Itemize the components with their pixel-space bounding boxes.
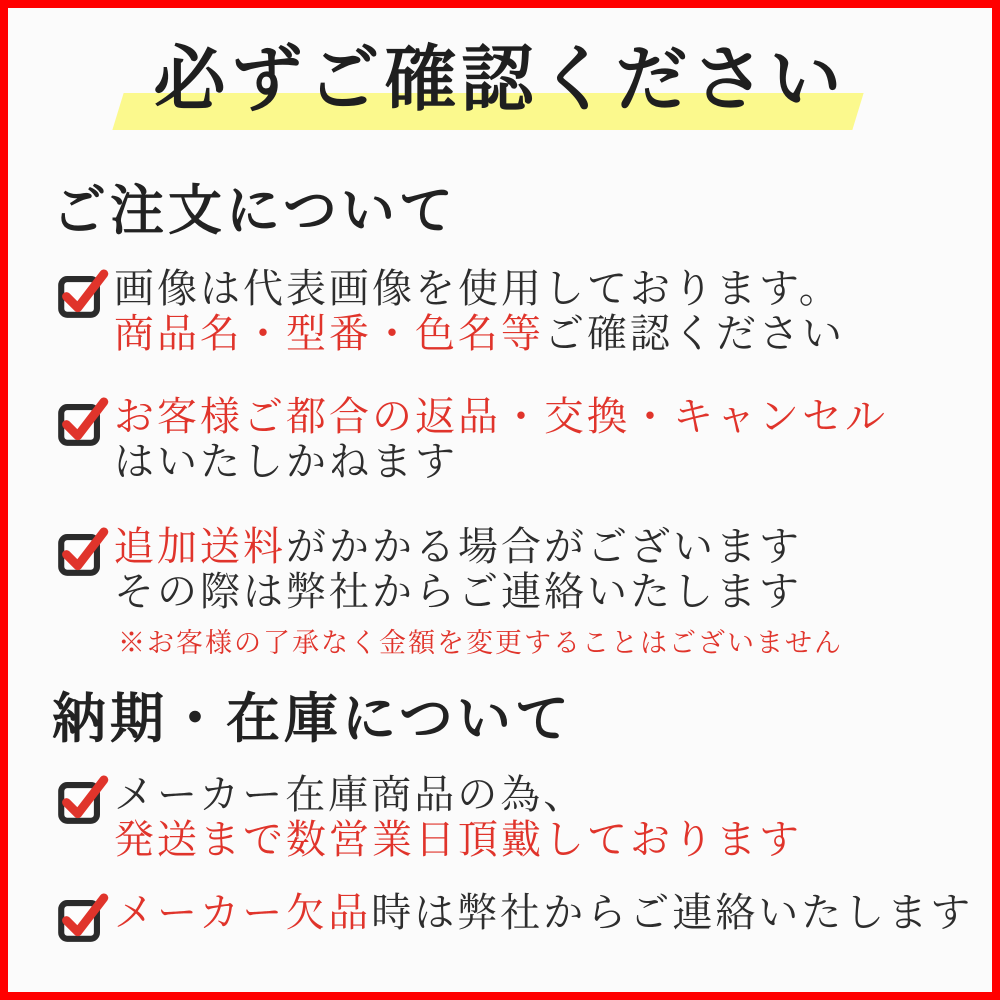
item-text-segment-red: 発送まで数営業日頂戴しております	[114, 817, 802, 862]
item-text	[114, 394, 888, 484]
item-line	[114, 817, 802, 862]
item-text-segment-red: 商品名・型番・色名等	[114, 311, 544, 356]
item-text-segment: 画像は代表画像を使用しております。	[114, 266, 842, 311]
item-text-segment-red: お客様ご都合の返品・交換・キャンセル	[114, 394, 888, 439]
section-heading-order: ご注文について	[52, 181, 457, 241]
title-block	[8, 32, 992, 128]
checked-checkbox-icon	[56, 773, 110, 825]
checked-checkbox-icon	[56, 891, 110, 943]
item-line	[114, 394, 888, 439]
section-heading-delivery-stock: 納期・在庫について	[52, 689, 573, 749]
page-title: 必ずご確認ください	[153, 40, 847, 120]
item-line	[114, 524, 843, 569]
item-text-segment-red: メーカー欠品	[114, 890, 372, 935]
item-text-segment: メーカー在庫商品の為、	[114, 772, 587, 817]
item-text	[114, 524, 843, 660]
checklist-item-maker-outofstock	[56, 890, 992, 943]
checklist-item-representative-image	[56, 266, 992, 356]
item-text-segment: ご確認ください	[544, 311, 845, 356]
item-line	[114, 772, 802, 817]
checklist-item-returns	[56, 394, 992, 484]
checklist-item-maker-stock	[56, 772, 992, 862]
checklist-item-extra-shipping	[56, 524, 992, 660]
item-line	[114, 311, 845, 356]
item-line	[114, 890, 973, 935]
checked-checkbox-icon	[56, 395, 110, 447]
item-text-segment-red: 追加送料	[114, 524, 286, 569]
checked-checkbox-icon	[56, 525, 110, 577]
item-line	[114, 439, 888, 484]
item-text-segment: がかかる場合がございます	[286, 524, 802, 569]
item-text	[114, 266, 845, 356]
item-text-segment: その際は弊社からご連絡いたします	[114, 569, 802, 614]
item-text	[114, 890, 973, 935]
item-line	[114, 266, 845, 311]
item-text-segment: はいたしかねます	[114, 439, 458, 484]
item-line	[114, 569, 843, 614]
item-note: ※お客様の了承なく金額を変更することはございません	[118, 628, 843, 658]
item-text-segment: 時は弊社からご連絡いたします	[371, 890, 974, 935]
checked-checkbox-icon	[56, 267, 110, 319]
item-text	[114, 772, 802, 862]
